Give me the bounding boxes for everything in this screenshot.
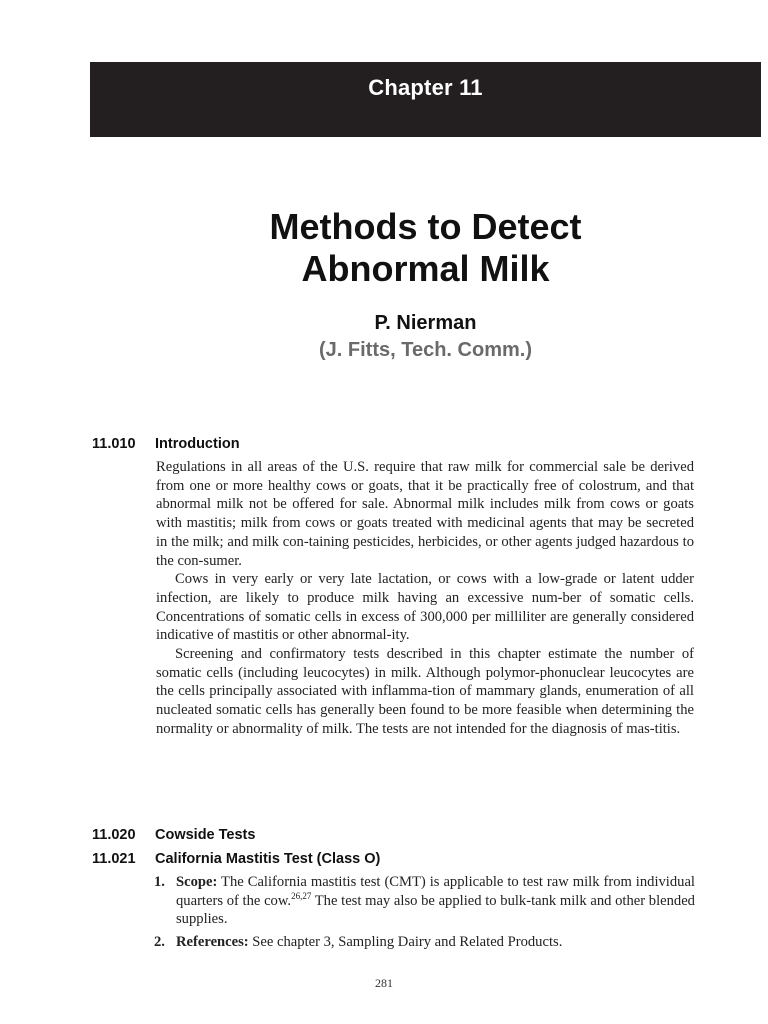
section-number: 11.021: [92, 851, 136, 867]
chapter-title: [90, 206, 761, 290]
paragraph: Regulations in all areas of the U.S. require that raw milk for commercial sale be derived from one or more healthy cows or goats, that it be practically free of colostrum, and that abnormal milk not be offered for sale. Abnormal milk includes milk from cows or goats with mastitis; milk from cows or goats treated with medicinal agents that may be secreted in the milk; and milk con-taining pesticides, herbicides, or other agents judged hazardous to the con-sumer.: [156, 459, 694, 569]
paragraph: Screening and confirmatory tests described in this chapter estimate the number of somatic cells (including leucocytes) in milk. Although polymor-phonuclear leucocytes are the cells principally associated with inflamma-tion of mammary glands, enumeration of all nucleated somatic cells has generally been found to be more feasible when determining the normality or abnormality of milk. The tests are not intended for the diagnosis of mas-titis.: [156, 646, 694, 737]
section-heading-cmt: [92, 851, 380, 867]
section-heading-cowside-tests: [92, 827, 255, 843]
section-title: Introduction: [155, 436, 240, 452]
list-item-content: [176, 873, 695, 929]
list-term: Scope:: [176, 874, 218, 890]
chapter-title-line-2: Abnormal Milk: [301, 248, 550, 289]
list-marker: 1.: [154, 874, 165, 890]
author: P. Nierman: [374, 312, 477, 334]
section-heading-introduction: [92, 436, 240, 452]
section-number: 11.020: [92, 827, 136, 843]
chapter-title-line-1: Methods to Detect: [269, 206, 582, 247]
contributor: (J. Fitts, Tech. Comm.): [319, 339, 532, 361]
introduction-body: [156, 458, 694, 739]
page-number: 281: [375, 976, 393, 990]
list-item-content: [176, 933, 695, 952]
list-item: [154, 873, 695, 929]
chapter-banner: [90, 62, 761, 137]
section-title: Cowside Tests: [155, 827, 256, 843]
citation-superscript: 26,27: [291, 890, 312, 901]
list-marker: 2.: [154, 934, 165, 951]
cmt-list: [154, 873, 695, 956]
section-number: 11.010: [92, 436, 136, 452]
list-text: See chapter 3, Sampling Dairy and Related Products.: [248, 934, 563, 951]
list-text: The California mastitis test (CMT) is applicable to test raw milk from individual quarters of the cow.: [176, 874, 695, 909]
list-text: The test may also be applied to bulk-tank milk and other blended supplies.: [176, 892, 695, 928]
list-term: References:: [176, 934, 249, 951]
chapter-label: Chapter 11: [368, 75, 483, 100]
list-item: [154, 933, 695, 952]
paragraph: Cows in very early or very late lactation, or cows with a low-grade or latent udder infection, are likely to produce milk having an excessive num-ber of somatic cells. Concentrations of somatic cells in excess of 300,000 per milliliter are generally considered indicative of mastitis or other abnormal-ity.: [156, 571, 694, 644]
section-title: California Mastitis Test (Class O): [155, 851, 381, 867]
